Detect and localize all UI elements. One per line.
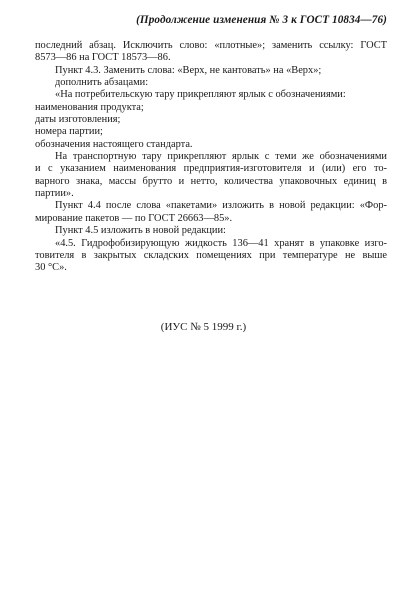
text-line: 30 °С».	[35, 262, 67, 274]
text-line: дополнить абзацами:	[55, 77, 149, 89]
text-line: мирование пакетов — по ГОСТ 26663—85».	[35, 212, 233, 224]
text-line: Пункт 4.4 после слова «пакетами» изложить в новой редакции: «Фор-	[55, 200, 387, 212]
text-line: Пункт 4.5 изложить в новой редакции:	[55, 225, 226, 237]
text-line: номера партии;	[35, 126, 103, 138]
publication-reference	[0, 321, 403, 333]
text-line: партии».	[35, 188, 74, 200]
text-line: обозначения настоящего стандарта.	[35, 138, 193, 150]
text-line: товителя в закрытых складских помещениях при температуре не выше	[35, 249, 387, 261]
continuation-header: (Продолжение изменения № 3 к ГОСТ 10834—76)	[136, 14, 387, 26]
text-line: и с указанием наименования предприятия-изготовителя и (или) его то-	[35, 163, 387, 175]
text-line: «4.5. Гидрофобизирующую жидкость 136—41 хранят в упаковке изго-	[55, 237, 387, 249]
text-line: наименования продукта;	[35, 101, 144, 113]
text-line: На транспортную тару прикрепляют ярлык с теми же обозначениями	[55, 151, 387, 163]
text-line: 8573—86 на ГОСТ 18573—86.	[35, 52, 171, 64]
amendment-body	[35, 40, 387, 275]
text-line: Пункт 4.3. Заменить слова: «Верх, не кантовать» на «Верх»;	[55, 64, 322, 76]
text-line: «На потребительскую тару прикрепляют ярлык с обозначениями:	[55, 89, 346, 101]
ius-reference: (ИУС № 5 1999 г.)	[160, 321, 247, 333]
text-line: последний абзац. Исключить слово: «плотные»; заменить ссылку: ГОСТ	[35, 40, 387, 51]
text-line: даты изготовления;	[35, 114, 121, 126]
text-line: варного знака, массы брутто и нетто, количества упаковочных единиц в	[35, 175, 387, 187]
